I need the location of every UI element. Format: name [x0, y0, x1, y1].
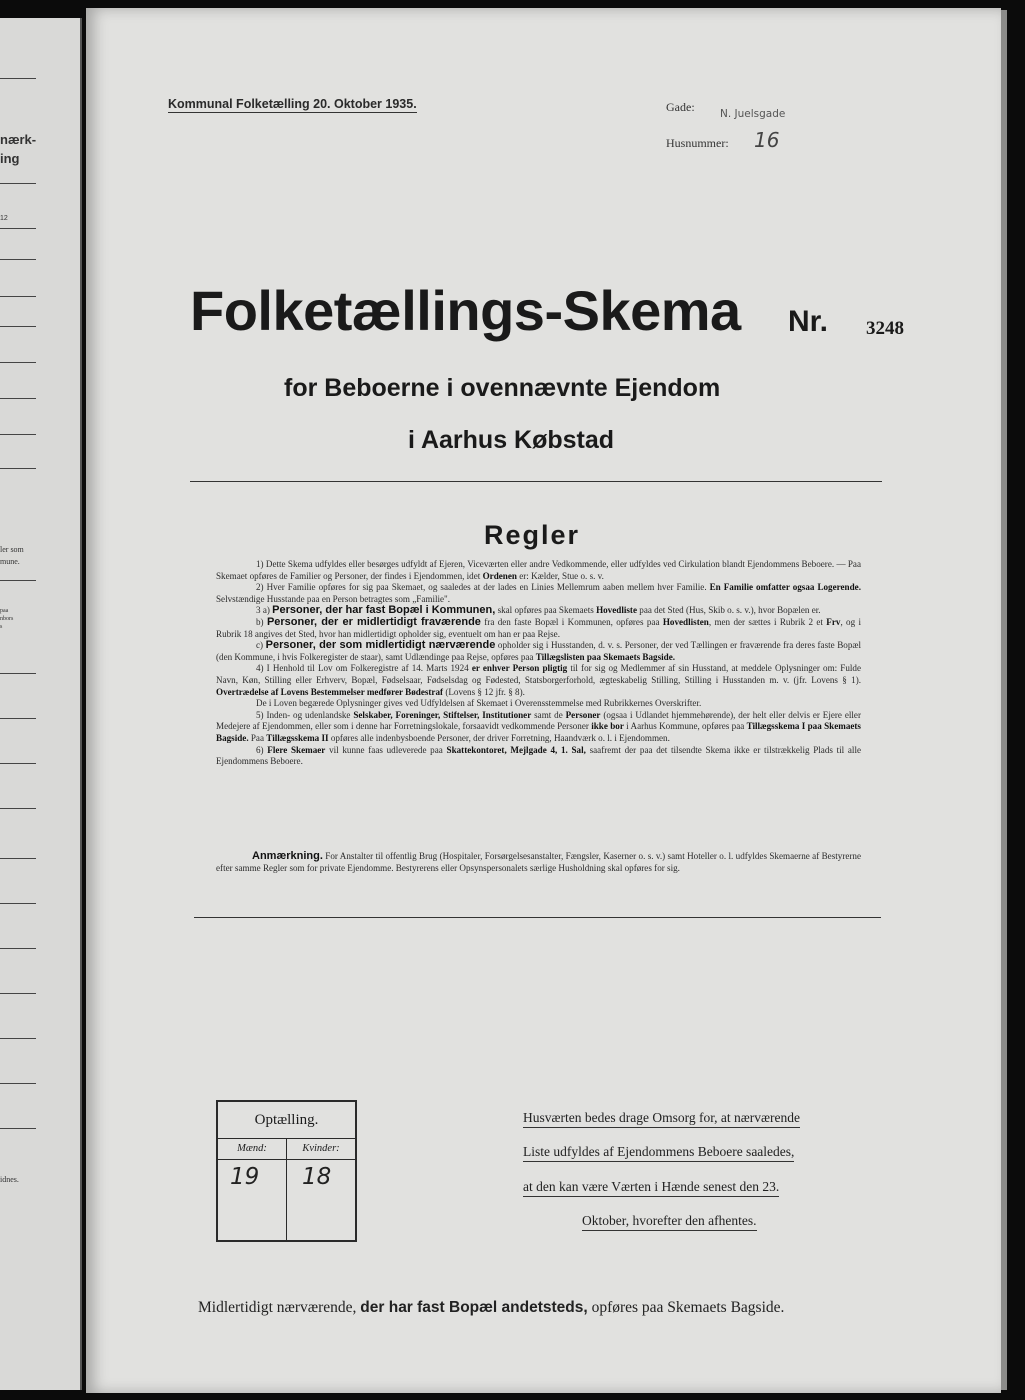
left-rule [0, 1083, 36, 1084]
note-section [216, 851, 861, 874]
street-label: Gade: [666, 100, 695, 114]
left-rule [0, 993, 36, 994]
instruction-line: at den kan være Værten i Hænde senest den 23. [523, 1179, 779, 1197]
rule-3a: 3 a) Personer, der har fast Bopæl i Kommunen, skal opføres paa Skemaets Hovedliste paa det Sted (Hus, Skib o. s. v.), hvor Bopælen er. [256, 604, 821, 617]
left-fragment-text: 12 [0, 215, 8, 222]
rule-6: 6) Flere Skemaer vil kunne faas udleverede paa Skattekontoret, Mejlgade 4, 1. Sal, saafremt der paa det tilsendte Skema ikke er tilstrækkelig Plads til alle Ejendommens Beboere. [216, 744, 862, 767]
left-rule [0, 858, 36, 859]
left-rule [0, 228, 36, 229]
house-number-value: 16 [754, 128, 780, 152]
left-rule [0, 398, 36, 399]
left-fragment-text: idnes. [0, 1175, 19, 1184]
left-rule [0, 78, 36, 79]
subtitle-city: i Aarhus Købstad [408, 426, 615, 454]
number-label: Nr. [788, 305, 829, 338]
rules-heading: Regler [484, 520, 581, 550]
left-rule [0, 1038, 36, 1039]
left-rule [0, 808, 36, 809]
left-fragment-text: ing [0, 151, 20, 166]
form-number: 3248 [866, 318, 904, 339]
subtitle-residents: for Beboerne i ovennævnte Ejendom [284, 374, 721, 402]
rule-4: 4) I Henhold til Lov om Folkeregistre af 14. Marts 1924 er enhver Person pligtig til for sig og Medlemmer af sin Husstand, at meddele Oplysninger om: Fulde Navn, Køn, Stilling eller Erhverv, Bopæl, Fødselsaar, Fødselsdag og Fødested, Statsborgerforhold, ægteskabelig Stilling, Stilling i Husstanden m. v. (jfr. Lovens § 1). Overtrædelse af Lovens Bestemmelser medfører Bødestraf (Lovens § 12 jfr. § 8). [216, 663, 861, 697]
women-label: Kvinder: [287, 1139, 355, 1160]
form-title: Folketællings-Skema [190, 279, 741, 342]
count-box [216, 1100, 357, 1242]
women-count: 18 [302, 1164, 332, 1190]
left-fragment-text: ler som [0, 545, 24, 554]
note-text: For Anstalter til offentlig Brug (Hospitaler, Forsørgelsesanstalter, Fængsler, Kaserner o. s. v.) samt Hoteller o. l. udfyldes Skemaerne af Bestyrerne efter samme Regler som for private Ejendomme. Bestyrerens eller Opsynspersonalets særlige Husholdning skal opføres for sig. [216, 851, 861, 873]
census-header: Kommunal Folketælling 20. Oktober 1935. [168, 97, 417, 111]
left-page-fragment [0, 18, 82, 1390]
instruction-line: Liste udfyldes af Ejendommens Beboere saaledes, [523, 1144, 794, 1162]
divider [194, 917, 881, 918]
left-rule [0, 362, 36, 363]
left-rule [0, 183, 36, 184]
left-rule [0, 296, 36, 297]
rule-5: 5) Inden- og udenlandske Selskaber, Foreninger, Stiftelser, Institutioner samt de Personer (ogsaa i Udlandet hjemmehørende), der helt eller delvis er Ejere eller Medejere af Ejendommen, eller som i denne har Forretningslokale, forsaavidt vedkommende Personer ikke bor i Aarhus Kommune, opføres paa Tillægsskema I paa Skemaets Bagside. Paa Tillægsskema II opføres alle indenbysboende Personer, der driver Forretning, Haandværk o. l. i Ejendommen. [216, 709, 861, 743]
left-rule [0, 468, 36, 469]
left-rule [0, 259, 36, 260]
rule-4-note: De i Loven begærede Oplysninger gives ved Udfyldelsen af Skemaet i Overensstemmelse med Rubrikkernes Overskrifter. [256, 698, 702, 709]
rule-2: 2) Hver Familie opføres for sig paa Skemaet, og saaledes at der lades en Linies Mellemrum aaben mellem hver Familie. En Familie omfatter ogsaa Logerende. Selvstændige Husstande paa en Person betragtes som „Familie". [216, 582, 861, 604]
left-fragment-text: nbors [0, 616, 14, 622]
left-rule [0, 718, 36, 719]
instruction-line: Oktober, hvorefter den afhentes. [582, 1213, 757, 1231]
left-rule [0, 948, 36, 949]
left-rule [0, 434, 36, 435]
left-fragment-text: paa [0, 608, 9, 614]
instruction-line: Husværten bedes drage Omsorg for, at nærværende [523, 1110, 800, 1128]
rule-1: 1) Dette Skema udfyldes eller besørges udfyldt af Ejeren, Viceværten eller andre Vedkommende, eller udfyldes ved Cirkulation blandt Ejendommens Beboere. — Paa Skemaet opføres de Familier og Personer, der findes i Ejendommen, idet Ordenen er: Kælder, Stue o. s. v. [216, 559, 861, 581]
left-rule [0, 326, 36, 327]
note-label: Anmærkning. [252, 850, 323, 862]
left-fragment-text: s [0, 624, 3, 630]
left-rule [0, 763, 36, 764]
house-number-label: Husnummer: [666, 136, 729, 150]
street-value: N. Juelsgade [720, 108, 786, 120]
left-fragment-text: mune. [0, 557, 20, 566]
left-rule [0, 903, 36, 904]
left-rule [0, 1128, 36, 1129]
men-count: 19 [230, 1164, 260, 1190]
left-fragment-text: nærk- [0, 132, 37, 147]
rules-text [216, 559, 861, 768]
men-label: Mænd: [218, 1139, 286, 1160]
footer-note: Midlertidigt nærværende, der har fast Bopæl andetsteds, opføres paa Skemaets Bagside. [198, 1299, 785, 1316]
divider [190, 481, 882, 482]
left-rule [0, 580, 36, 581]
left-rule [0, 673, 36, 674]
rule-3b: b) Personer, der er midlertidigt fraværende fra den faste Bopæl i Kommunen, opføres paa Hovedlisten, men der sættes i Rubrik 2 et Frv, og i Rubrik 18 angives det Sted, hvor han midlertidigt opholder sig, eventuelt om han er paa Rejse. [216, 615, 862, 639]
rule-3c: c) Personer, der som midlertidigt nærværende opholder sig i Husstanden, d. v. s. Personer, der ved Tællingen er fraværende fra deres faste Bopæl (den Kommune, i hvis Folkeregister de staar), samt Udlændinge paa Rejse, opføres paa Tillægslisten paa Skemaets Bagside. [216, 639, 861, 662]
count-caption: Optælling. [218, 1102, 355, 1139]
page-edge [1001, 0, 1025, 1400]
